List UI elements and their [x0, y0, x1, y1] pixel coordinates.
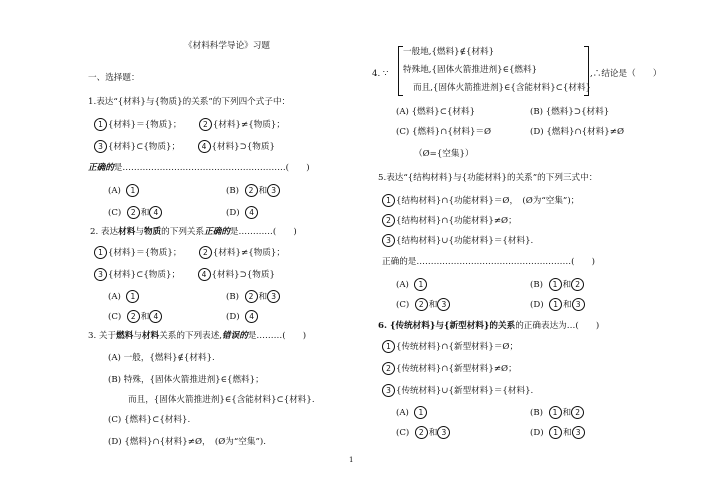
- circled-1: 1: [94, 118, 107, 131]
- q1-choice-c: (C) 2 和 4: [108, 206, 163, 219]
- q4-note: （Ø={空集}）: [414, 149, 474, 159]
- q4-line3: 而且,{固体火箭推进剂}∈{含能材料}⊂{材料}: [413, 83, 592, 93]
- q4-choice-b: (B) {燃料}⊃{材料}: [530, 107, 610, 117]
- circled-3: 3: [267, 290, 280, 303]
- circled-3: 3: [267, 184, 280, 197]
- circled-3: 3: [94, 268, 107, 281]
- circled-1: 1: [94, 246, 107, 259]
- q5-stem: 5.表达“{结构材料}与{功能材料}的关系”的下列三式中：: [378, 173, 598, 183]
- circled-4: 4: [245, 310, 258, 323]
- q3-choice-a: (A) 一般，{燃料}∉{材料}.: [108, 353, 215, 363]
- q4-choice-a: (A) {燃料}⊂{材料}: [396, 107, 476, 117]
- q5-choice-d: (D) 1 和 3: [530, 298, 586, 311]
- q3-choice-b: (B) 特殊，{固体火箭推进剂}∈{燃料}；: [108, 375, 264, 385]
- q1-choice-d: (D) 4: [226, 206, 259, 219]
- q1-choice-a: (A) 1: [108, 184, 140, 197]
- circled-3: 3: [382, 384, 395, 397]
- circled-3: 3: [437, 426, 450, 439]
- circled-2: 2: [245, 290, 258, 303]
- circled-4: 4: [245, 206, 258, 219]
- circled-2: 2: [415, 426, 428, 439]
- circled-1: 1: [414, 278, 427, 291]
- q4-choice-d: (D) {燃料}∩{材料}≠Ø: [530, 127, 625, 137]
- q6-choice-d: (D) 1 和 3: [530, 426, 586, 439]
- q1-options-row1: [94, 118, 285, 131]
- circled-4: 4: [198, 140, 211, 153]
- circled-1: 1: [549, 426, 562, 439]
- circled-4: 4: [149, 206, 162, 219]
- q6-stem: 6. {传统材料}与{新型材料}的关系的正确表达为…( ): [378, 321, 600, 331]
- q2-choice-d: (D) 4: [226, 310, 259, 323]
- q2-options-row2: 3 {材料}⊂{物质}； 4 {材料}⊃{物质}: [94, 268, 275, 281]
- circled-3: 3: [572, 426, 585, 439]
- q5-correct-line: 正确的是………………………………………………( ): [382, 257, 595, 267]
- circled-2: 2: [571, 278, 584, 291]
- doc-title: 《材料科学导论》习题: [184, 41, 270, 51]
- q2-choice-a: (A) 1: [108, 290, 140, 303]
- q4-number: 4. ∵: [372, 69, 389, 79]
- circled-2: 2: [127, 206, 140, 219]
- q4-right-brace: [584, 46, 589, 96]
- q2-options-row1: 1 {材料}＝{物质}； 2 {材料}≠{物质}；: [94, 246, 285, 259]
- circled-3: 3: [382, 234, 395, 247]
- q1-opt2: {材料}≠{物质}；: [212, 120, 285, 130]
- q5-choice-c: (C) 2 和 3: [396, 298, 451, 311]
- circled-2: 2: [415, 298, 428, 311]
- q5-choice-b: (B) 1 和 2: [530, 278, 585, 291]
- circled-1: 1: [126, 184, 139, 197]
- circled-3: 3: [94, 140, 107, 153]
- q1-options-row2: [94, 140, 275, 153]
- q5-opt2: 2 {结构材料}∩{功能材料}≠Ø；: [382, 214, 517, 227]
- q2-choice-c: (C) 2 和 4: [108, 310, 163, 323]
- q6-choice-b: (B) 1 和 2: [530, 406, 585, 419]
- q6-opt2: 2 {传统材料}∩{新型材料}≠Ø；: [382, 362, 517, 375]
- circled-2: 2: [382, 362, 395, 375]
- q4-conclusion: ,∴结论是（ ）: [590, 69, 662, 79]
- q2-choice-b: (B) 2 和 3: [226, 290, 281, 303]
- q6-opt1: 1 {传统材料}∩{新型材料}＝Ø；: [382, 340, 518, 353]
- q1-correct-rest: 是…………………………………………………( ): [113, 163, 310, 173]
- q1-stem: 1.表达“{材料}与{物质}的关系”的下列四个式子中：: [88, 97, 291, 107]
- circled-2: 2: [199, 246, 212, 259]
- q1-opt4: {材料}⊃{物质}: [211, 142, 275, 152]
- q4-choice-c: (C) {燃料}∩{材料}＝Ø: [396, 127, 492, 137]
- circled-1: 1: [414, 406, 427, 419]
- circled-1: 1: [382, 340, 395, 353]
- circled-1: 1: [126, 290, 139, 303]
- circled-2: 2: [571, 406, 584, 419]
- circled-1: 1: [549, 406, 562, 419]
- page-number: 1: [349, 456, 354, 464]
- q5-opt3: 3 {结构材料}∪{功能材料}＝{材料}.: [382, 234, 533, 247]
- q5-choice-a: (A) 1: [396, 278, 428, 291]
- q1-opt1: {材料}＝{物质}；: [108, 120, 182, 130]
- circled-4: 4: [149, 310, 162, 323]
- q3-choice-d: (D) {燃料}∩{材料}≠Ø， (Ø为“空集”).: [108, 437, 266, 447]
- circled-2: 2: [245, 184, 258, 197]
- q5-opt1: 1 {结构材料}∩{功能材料}＝Ø， (Ø为“空集”)；: [382, 194, 579, 207]
- circled-4: 4: [198, 268, 211, 281]
- circled-2: 2: [382, 214, 395, 227]
- circled-1: 1: [549, 278, 562, 291]
- circled-3: 3: [572, 298, 585, 311]
- circled-1: 1: [549, 298, 562, 311]
- q4-line2: 特殊地,{固体火箭推进剂}∈{燃料}: [403, 65, 538, 75]
- q1-choice-b: (B) 2 和 3: [226, 184, 281, 197]
- q6-choice-a: (A) 1: [396, 406, 428, 419]
- q6-choice-c: (C) 2 和 3: [396, 426, 451, 439]
- q1-correct-bold: 正确的: [88, 163, 114, 173]
- circled-1: 1: [382, 194, 395, 207]
- q6-opt3: 3 {传统材料}∪{新型材料}＝{材料}.: [382, 384, 533, 397]
- q3-choice-c: (C) {燃料}⊂{材料}.: [108, 415, 191, 425]
- q1-opt3: {材料}⊂{物质}；: [108, 142, 181, 152]
- q1-correct-line: [88, 162, 310, 174]
- q3-stem: 3. 关于燃料与材料关系的下列表述,错误的是………( ): [88, 331, 307, 341]
- circled-2: 2: [199, 118, 212, 131]
- section-heading: 一、选择题：: [88, 73, 140, 83]
- q3-choice-b-cont: 而且，{固体火箭推进剂}∈{含能材料}⊂{材料}.: [128, 395, 315, 405]
- circled-3: 3: [437, 298, 450, 311]
- q4-line1: 一般地,{燃料}∉{材料}: [403, 47, 495, 57]
- q2-stem: 2. 表达材料与物质的下列关系正确的是…………( ): [90, 227, 297, 237]
- circled-2: 2: [127, 310, 140, 323]
